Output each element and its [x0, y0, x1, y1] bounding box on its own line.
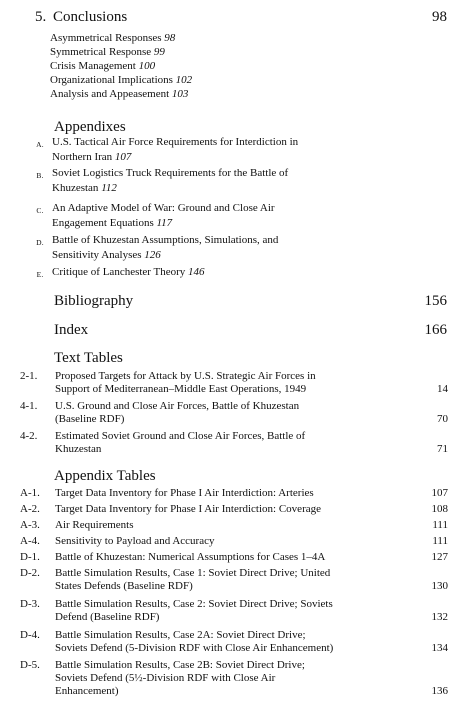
table-row: A-4. Sensitivity to Payload and Accuracy 111: [20, 535, 448, 547]
table-row: 4-2. Estimated Soviet Ground and Close Air Forces, Battle of Khuzestan 71: [20, 430, 448, 455]
table-row: D-4. Battle Simulation Results, Case 2A: Soviet Direct Drive; Soviets Defend (5-Division RDF with Close Air Enhancement) 134: [20, 629, 448, 654]
chapter-heading: [35, 9, 447, 29]
appendix-item: A. U.S. Tactical Air Force Requirements for Interdiction in Northern Iran 107: [36, 136, 299, 163]
table-row: A-3. Air Requirements 111: [20, 519, 448, 531]
subsection-item: Asymmetrical Responses 98: [50, 32, 176, 44]
table-row: D-3. Battle Simulation Results, Case 2: Soviet Direct Drive; Soviets Defend (Baseline RDF) 132: [20, 598, 448, 623]
table-row: D-5. Battle Simulation Results, Case 2B: Soviet Direct Drive; Soviets Defend (5½-Division RDF with Close Air Enhancement) 136: [20, 659, 448, 697]
text-tables-heading: Text Tables: [54, 350, 123, 366]
appendix-item: D. Battle of Khuzestan Assumptions, Simulations, and Sensitivity Analyses 126: [36, 234, 279, 261]
appendix-item: B. Soviet Logistics Truck Requirements for the Battle of Khuzestan 112: [36, 167, 289, 194]
subsection-item: Crisis Management 100: [50, 60, 156, 72]
index-label: Index: [54, 322, 89, 338]
chapter-page: 98: [432, 9, 447, 25]
table-row: D-1. Battle of Khuzestan: Numerical Assumptions for Cases 1–4A 127: [20, 551, 448, 563]
subsection-item: Symmetrical Response 99: [50, 46, 165, 58]
subsection-item: Organizational Implications 102: [50, 74, 193, 86]
table-row: D-2. Battle Simulation Results, Case 1: Soviet Direct Drive; United States Defends (Baseline RDF) 130: [20, 567, 448, 592]
appendix-item: E. Critique of Lanchester Theory 146: [36, 266, 205, 279]
table-row: 2-1. Proposed Targets for Attack by U.S. Strategic Air Forces in Support of Mediterranean–Middle East Operations, 1949 14: [20, 370, 448, 395]
table-row: A-2. Target Data Inventory for Phase I Air Interdiction: Coverage 108: [20, 503, 448, 515]
bibliography-page: 156: [424, 293, 447, 309]
chapter-number: 5.: [35, 9, 47, 25]
bibliography-label: Bibliography: [54, 293, 134, 309]
appendix-item: C. An Adaptive Model of War: Ground and Close Air Engagement Equations 117: [36, 202, 275, 229]
index-page: 166: [424, 322, 447, 338]
table-row: 4-1. U.S. Ground and Close Air Forces, Battle of Khuzestan (Baseline RDF) 70: [20, 400, 448, 425]
chapter-title: Conclusions: [53, 9, 128, 25]
appendixes-heading: Appendixes: [54, 119, 126, 135]
appendix-tables-heading: Appendix Tables: [54, 468, 156, 484]
table-row: A-1. Target Data Inventory for Phase I Air Interdiction: Arteries 107: [20, 487, 448, 499]
subsection-item: Analysis and Appeasement 103: [50, 88, 189, 100]
